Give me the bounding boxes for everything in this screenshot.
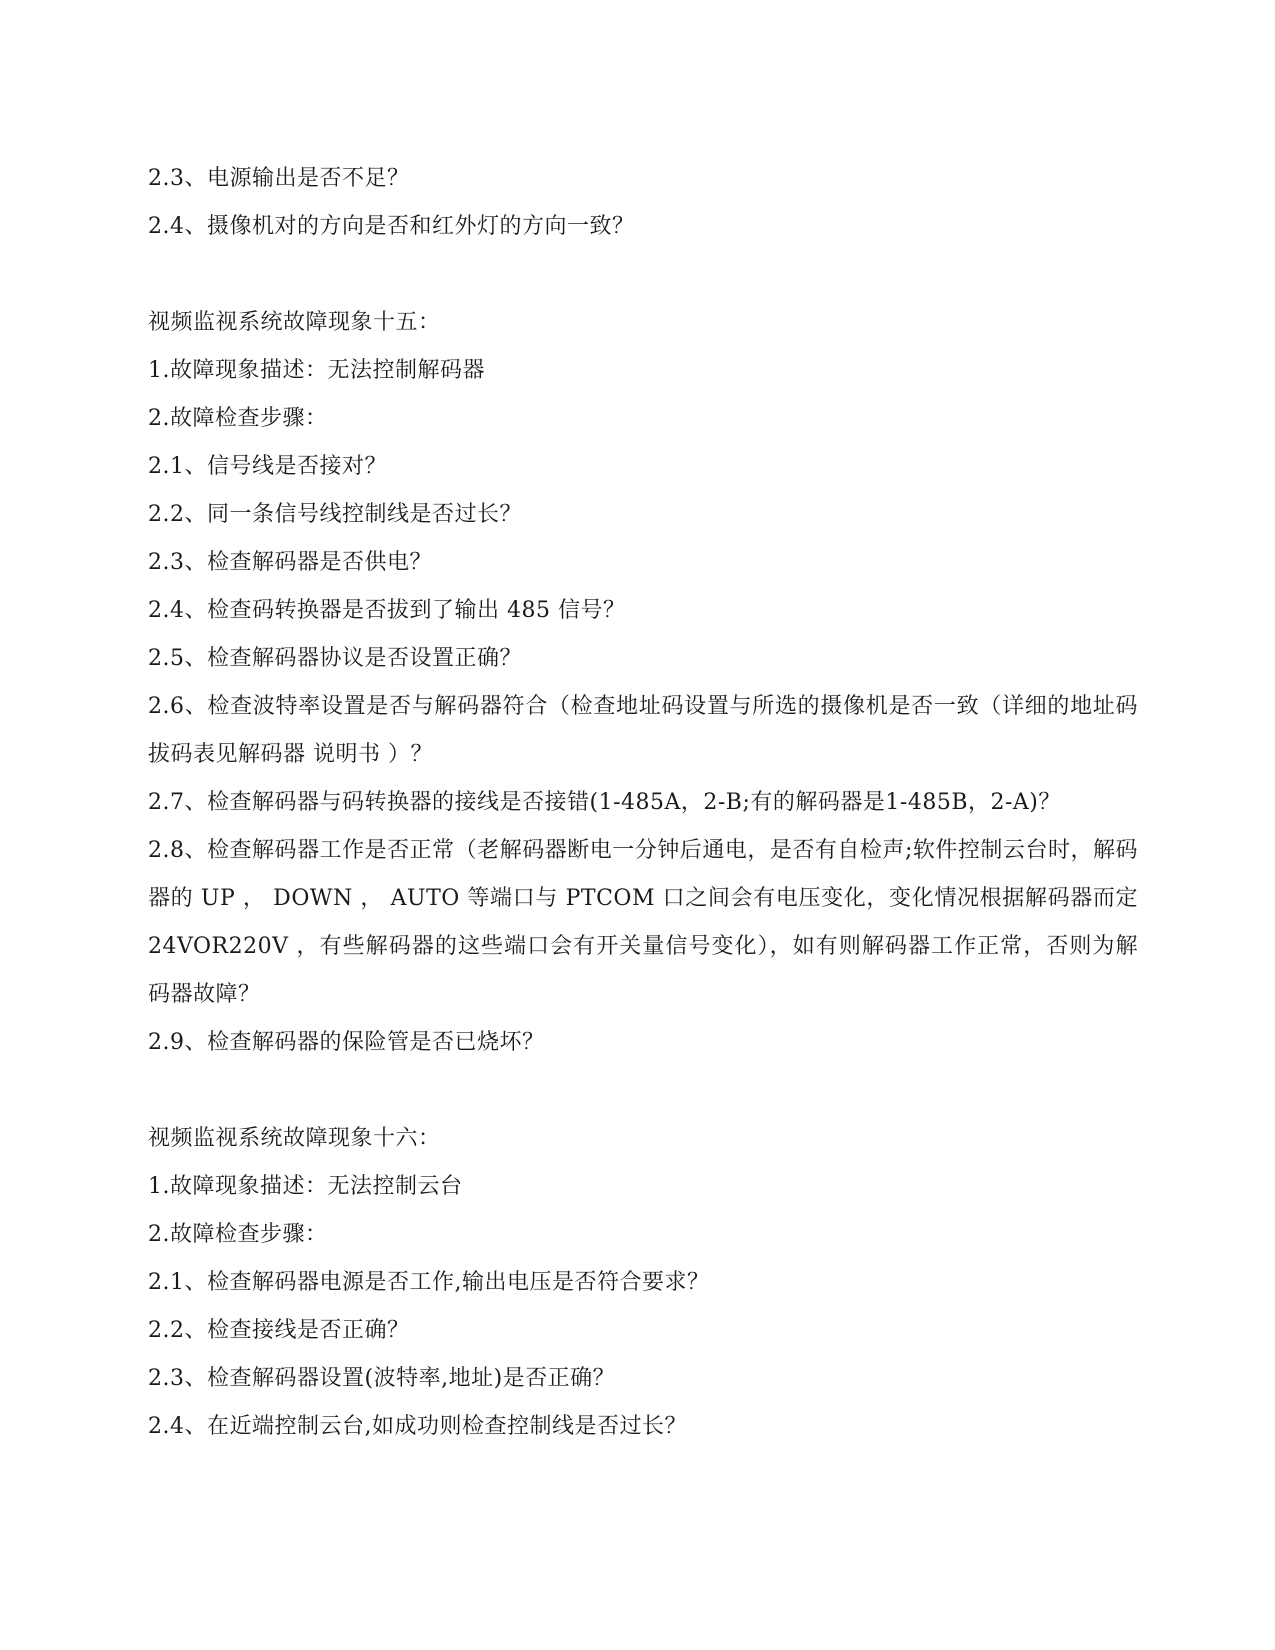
section-15-step: 2.3、检查解码器是否供电？ <box>148 550 432 575</box>
section-15-step: 2.9、检查解码器的保险管是否已烧坏？ <box>148 1030 545 1055</box>
section-15-step: 2.4、检查码转换器是否拔到了输出 485 信号？ <box>148 598 626 623</box>
step-2-4-camera-direction: 2.4、摄像机对的方向是否和红外灯的方向一致？ <box>148 214 635 239</box>
section-15-step: 2.5、检查解码器协议是否设置正确？ <box>148 646 522 671</box>
spacer <box>148 251 1138 299</box>
section-16-step: 2.1、检查解码器电源是否工作,输出电压是否符合要求？ <box>148 1270 710 1295</box>
section-15-steps-heading: 2.故障检查步骤： <box>148 406 328 431</box>
section-16-step: 2.4、在近端控制云台,如成功则检查控制线是否过长？ <box>148 1414 687 1439</box>
section-15-step: 2.2、同一条信号线控制线是否过长？ <box>148 502 522 527</box>
section-16-step: 2.3、检查解码器设置(波特率,地址)是否正确？ <box>148 1366 616 1391</box>
section-16-description: 1.故障现象描述：无法控制云台 <box>148 1174 463 1199</box>
step-2-3-power: 2.3、电源输出是否不足？ <box>148 166 410 191</box>
section-15-description: 1.故障现象描述：无法控制解码器 <box>148 358 485 383</box>
spacer <box>148 1067 1138 1115</box>
section-16-step: 2.2、检查接线是否正确？ <box>148 1318 410 1343</box>
document-body <box>148 155 1146 1451</box>
section-15-step: 2.8、检查解码器工作是否正常（老解码器断电一分钟后通电，是否有自检声;软件控制云台时，解码器的 UP ， DOWN ， AUTO 等端口与 PTCOM 口之间会有电压变化，变化情况根据解码器而定 24VOR220V ，有些解码器的这些端口会有开关量信号变化），如有则解码器工作正常，否则为解码器故障？ <box>148 838 1146 1007</box>
section-15-title: 视频监视系统故障现象十五： <box>148 310 441 335</box>
section-15-step: 2.1、信号线是否接对？ <box>148 454 387 479</box>
section-15-step: 2.7、检查解码器与码转换器的接线是否接错(1-485A，2-B;有的解码器是1-485B，2-A)？ <box>148 790 1061 815</box>
section-15-step: 2.6、检查波特率设置是否与解码器符合（检查地址码设置与所选的摄像机是否一致（详细的地址码拔码表见解码器 说明书 ）？ <box>148 694 1138 767</box>
section-16-steps-heading: 2.故障检查步骤： <box>148 1222 328 1247</box>
section-16-title: 视频监视系统故障现象十六： <box>148 1126 441 1151</box>
